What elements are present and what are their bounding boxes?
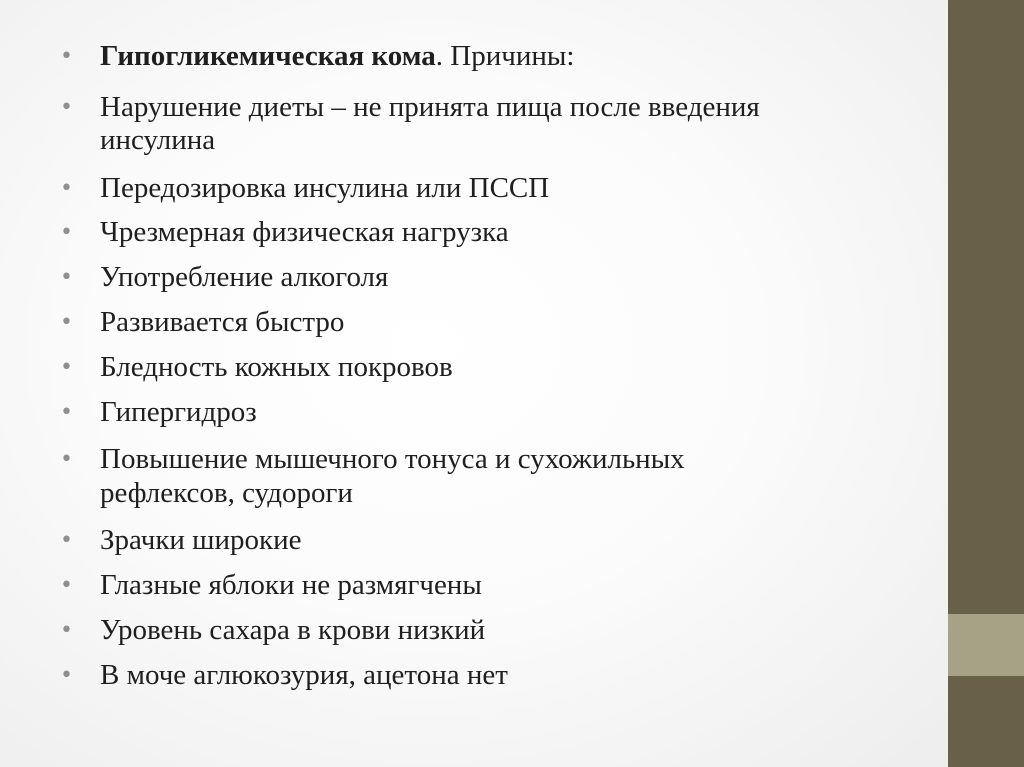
list-item [60,524,910,557]
bullet: • [60,265,73,290]
bullet: • [60,95,73,120]
list-item [60,569,910,602]
decorative-sidebar-top [948,0,1024,614]
bullet: • [60,447,73,472]
bullet: • [60,220,73,245]
list-item-text: Зрачки широкие [100,524,302,556]
bullet: • [60,573,73,598]
list-item [60,396,910,429]
bullet: • [60,528,73,553]
list-item-text: рефлексов, судороги [100,477,353,509]
decorative-sidebar-bottom [948,676,1024,767]
list-item [60,261,910,294]
list-item-text: Нарушение диеты – не принята пища после введения [100,91,760,123]
bullet: • [60,400,73,425]
list-item [60,659,910,692]
list-item [60,614,910,647]
bullet: • [60,44,73,69]
list-item [60,91,910,124]
list-item-text: В моче аглюкозурия, ацетона нет [100,659,508,691]
bullet: • [60,176,73,201]
list-item-text: Глазные яблоки не размягчены [100,569,482,601]
decorative-sidebar-accent [948,614,1024,676]
list-item-text: Чрезмерная физическая нагрузка [100,216,509,248]
list-item-text: Передозировка инсулина или ПССП [100,172,550,204]
list-item [60,306,910,339]
list-item-text: инсулина [100,124,216,156]
list-item-text: Повышение мышечного тонуса и сухожильных [100,443,685,475]
bullet: • [60,663,73,688]
list-item [60,216,910,249]
list-item-text: Уровень сахара в крови низкий [100,614,486,646]
list-item-text: Гипергидроз [100,396,257,428]
bullet: • [60,618,73,643]
list-item-text: Употребление алкоголя [100,261,389,293]
bullet: • [60,355,73,380]
list-item [60,351,910,384]
list-item [60,443,910,476]
heading-bold-text: Гипогликемическая кома [100,40,436,72]
list-item-text: Развивается быстро [100,306,345,338]
list-item-heading [60,40,910,73]
bullet: • [60,310,73,335]
heading-rest-text: . Причины: [435,40,575,72]
list-item-continuation [100,124,910,157]
list-item-text: Бледность кожных покровов [100,351,453,383]
list-item-continuation [100,477,910,510]
list-item [60,172,910,205]
